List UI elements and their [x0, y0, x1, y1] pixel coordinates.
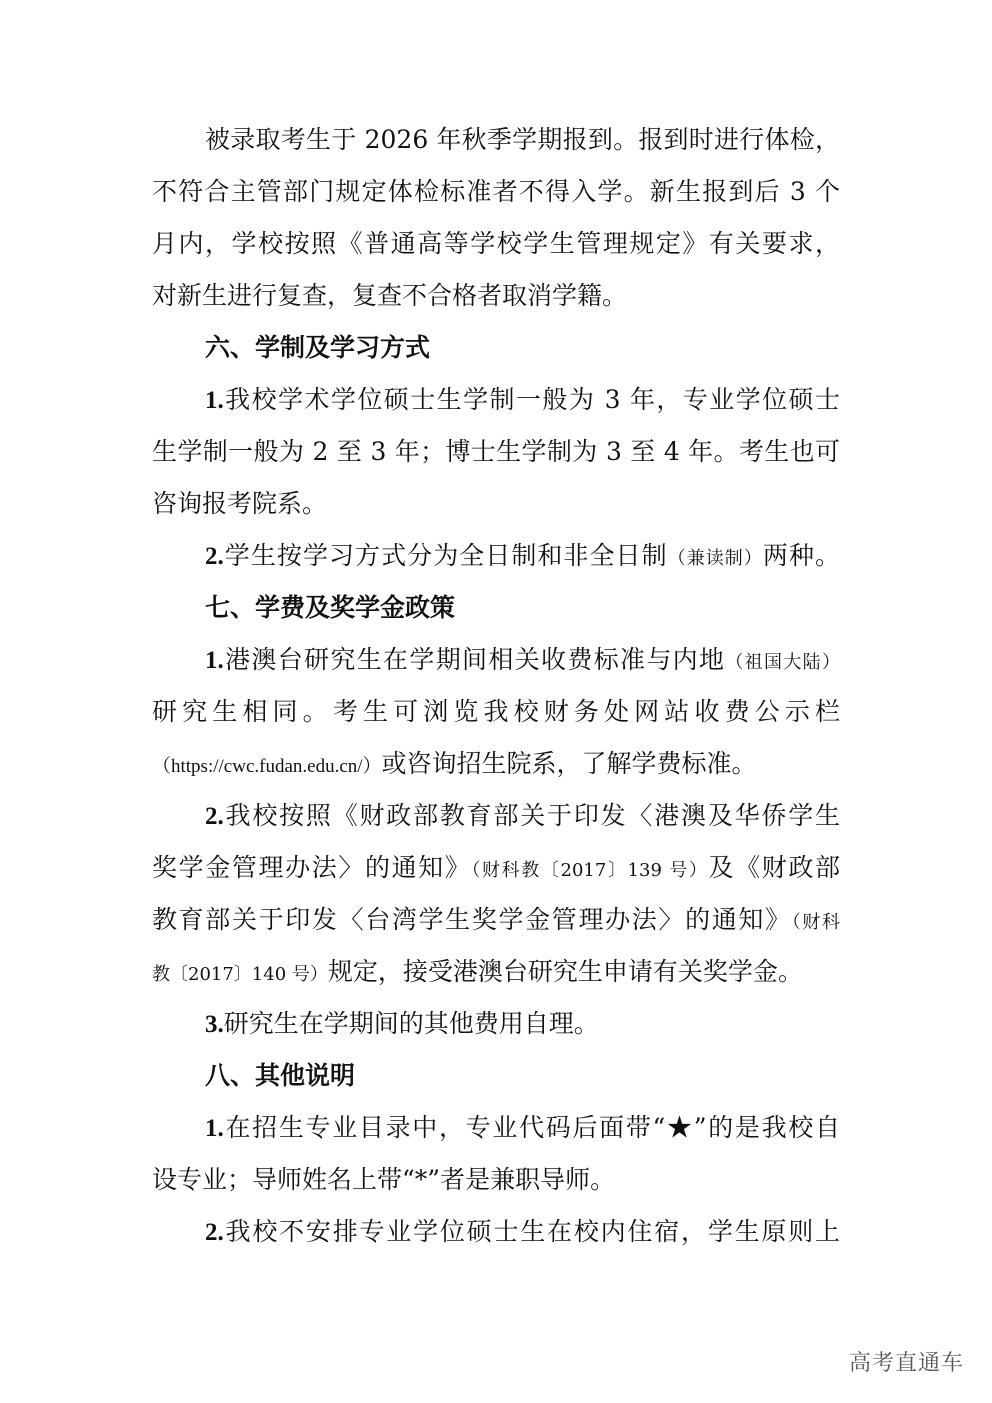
item-number: 1. — [205, 647, 224, 674]
paragraph-line — [205, 1214, 840, 1250]
item-number: 2. — [205, 803, 224, 830]
item-text: 规定，接受港澳台研究生申请有关奖学金。 — [327, 957, 803, 986]
paragraph-line: 不符合主管部门规定体检标准者不得入学。新生报到后 3 个 — [152, 177, 840, 206]
paragraph-line — [205, 382, 840, 418]
item-text: 我校学术学位硕士生学制一般为 3 年，专业学位硕士 — [223, 385, 840, 414]
item-note: （财科教〔2017〕139 号） — [471, 860, 709, 881]
item-text: 两种。 — [762, 541, 840, 570]
item-text: 或咨询招生院系，了解学费标准。 — [381, 749, 757, 778]
paragraph-line — [205, 642, 840, 678]
item-note: （祖国大陆） — [725, 652, 840, 673]
item-note: （财科 — [791, 912, 840, 933]
paragraph-line — [205, 538, 840, 574]
paragraph-line: 生学制一般为 2 至 3 年；博士生学制为 3 至 4 年。考生也可 — [152, 437, 840, 466]
finance-office-url: （https://cwc.fudan.edu.cn/） — [152, 756, 382, 777]
item-number: 1. — [205, 387, 224, 414]
item-number: 2. — [205, 1219, 224, 1246]
paragraph-line — [205, 1006, 840, 1042]
item-note: （兼读制） — [667, 548, 763, 569]
item-number: 2. — [205, 543, 224, 570]
paragraph-line — [152, 850, 840, 886]
item-text: 研究生在学期间的其他费用自理。 — [223, 1009, 599, 1038]
item-text: 在招生专业目录中，专业代码后面带“★”的是我校自 — [223, 1113, 840, 1142]
item-text: 及《财政部 — [708, 853, 840, 882]
item-text: 港澳台研究生在学期间相关收费标准与内地 — [223, 645, 726, 674]
paragraph-line — [205, 798, 840, 834]
paragraph-line: 对新生进行复查，复查不合格者取消学籍。 — [152, 281, 628, 310]
section-heading: 七、学费及奖学金政策 — [205, 593, 456, 622]
paragraph-line: 咨询报考院系。 — [152, 489, 328, 518]
item-text: 我校按照《财政部教育部关于印发〈港澳及华侨学生 — [223, 801, 840, 830]
item-text: 学生按学习方式分为全日制和非全日制 — [223, 541, 668, 570]
paragraph-line — [205, 1110, 840, 1146]
item-text: 奖学金管理办法〉的通知》 — [152, 853, 472, 882]
watermark: 高考直通车 — [848, 1351, 964, 1376]
paragraph-line: 月内，学校按照《普通高等学校学生管理规定》有关要求， — [152, 229, 840, 258]
item-number: 3. — [205, 1011, 224, 1038]
paragraph-line: 研究生相同。考生可浏览我校财务处网站收费公示栏 — [152, 697, 840, 726]
section-heading: 八、其他说明 — [205, 1061, 356, 1090]
paragraph-line — [152, 954, 840, 990]
item-note: 教〔2017〕140 号） — [152, 964, 328, 985]
paragraph-line: 被录取考生于 2026 年秋季学期报到。报到时进行体检， — [205, 125, 840, 154]
item-number: 1. — [205, 1115, 224, 1142]
paragraph-line: 设专业；导师姓名上带“*”者是兼职导师。 — [152, 1165, 616, 1194]
paragraph-line — [152, 902, 840, 938]
item-text: 教育部关于印发〈台湾学生奖学金管理办法〉的通知》 — [152, 905, 792, 934]
section-heading: 六、学制及学习方式 — [205, 333, 431, 362]
paragraph-line — [152, 746, 840, 782]
item-text: 我校不安排专业学位硕士生在校内住宿，学生原则上 — [223, 1217, 840, 1246]
